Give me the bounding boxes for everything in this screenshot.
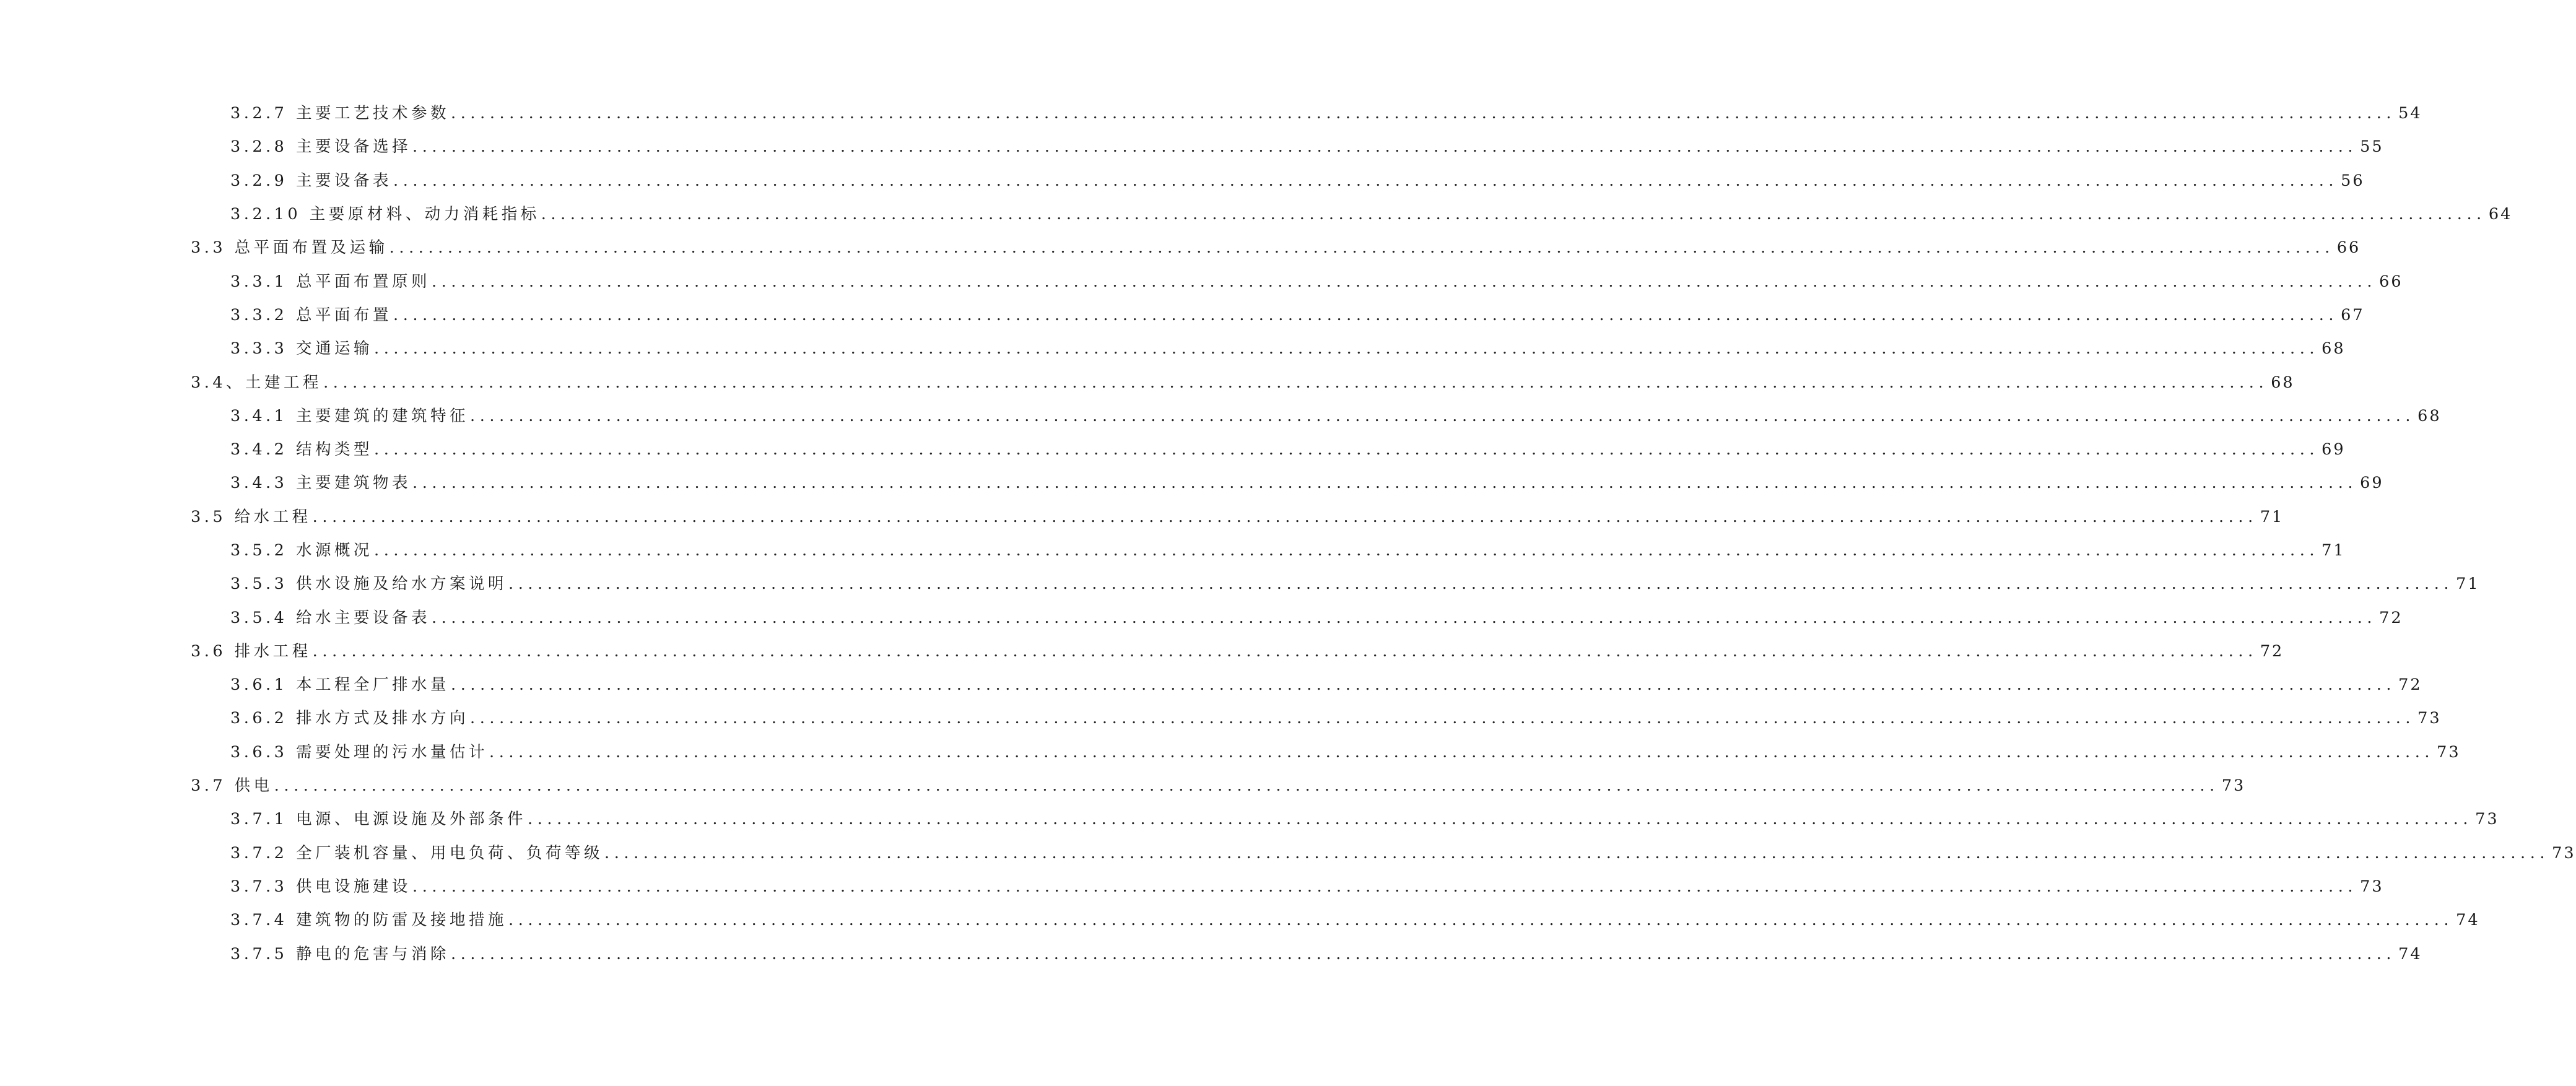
toc-entry-title: 3.6 排水工程 — [191, 641, 311, 661]
toc-entry-title: 3.7.1 电源、电源设施及外部条件 — [230, 810, 526, 829]
toc-dot-leader: ........................................................................................................................................................................................................ — [374, 541, 2320, 560]
toc-entry-page-number: 64 — [2488, 205, 2513, 224]
toc-entry[interactable] — [0, 500, 2284, 534]
toc-dot-leader: ........................................................................................................................................................................................................ — [541, 205, 2486, 224]
toc-entry[interactable] — [0, 870, 2384, 903]
toc-dot-leader: ........................................................................................................................................................................................................ — [508, 911, 2454, 930]
toc-entry-page-number: 73 — [2221, 776, 2246, 796]
toc-dot-leader: ........................................................................................................................................................................................................ — [451, 104, 2396, 123]
toc-entry-title: 3.5.2 水源概况 — [230, 541, 373, 560]
toc-entry[interactable] — [0, 635, 2284, 668]
toc-entry[interactable] — [0, 264, 2403, 298]
toc-entry-title: 3.3.2 总平面布置 — [230, 305, 392, 324]
toc-dot-leader: ........................................................................................................................................................................................................ — [412, 877, 2358, 896]
toc-entry-page-number: 69 — [2321, 440, 2346, 459]
toc-entry-page-number: 67 — [2341, 305, 2365, 324]
toc-entry-page-number: 68 — [2321, 339, 2346, 358]
toc-entry-page-number: 73 — [2552, 843, 2576, 862]
toc-entry-title: 3.4.3 主要建筑物表 — [230, 474, 411, 493]
toc-entry-page-number: 68 — [2417, 406, 2442, 425]
toc-entry-page-number: 55 — [2360, 137, 2384, 157]
toc-entry[interactable] — [0, 298, 2365, 332]
toc-dot-leader: ........................................................................................................................................................................................................ — [412, 474, 2358, 493]
toc-dot-leader: ........................................................................................................................................................................................................ — [451, 944, 2396, 963]
toc-dot-leader: ........................................................................................................................................................................................................ — [432, 608, 2377, 627]
toc-dot-leader: ........................................................................................................................................................................................................ — [432, 272, 2377, 291]
toc-entry[interactable] — [0, 937, 2422, 970]
toc-entry[interactable] — [0, 164, 2365, 198]
toc-entry-page-number: 74 — [2398, 944, 2422, 963]
toc-entry-title: 3.2.9 主要设备表 — [230, 171, 392, 190]
toc-dot-leader: ........................................................................................................................................................................................................ — [274, 776, 2219, 796]
toc-entry-title: 3.6.3 需要处理的污水量估计 — [230, 742, 488, 762]
toc-entry-page-number: 72 — [2398, 675, 2422, 695]
toc-entry-title: 3.3.1 总平面布置原则 — [230, 272, 430, 291]
toc-dot-leader: ........................................................................................................................................................................................................ — [528, 810, 2473, 829]
toc-dot-leader: ........................................................................................................................................................................................................ — [451, 675, 2396, 695]
toc-dot-leader: ........................................................................................................................................................................................................ — [374, 440, 2320, 459]
toc-dot-leader: ........................................................................................................................................................................................................ — [393, 171, 2339, 190]
toc-entry-page-number: 71 — [2456, 575, 2480, 594]
toc-entry[interactable] — [0, 836, 2576, 870]
toc-dot-leader: ........................................................................................................................................................................................................ — [389, 238, 2334, 258]
toc-entry-title: 3.3.3 交通运输 — [230, 339, 373, 358]
toc-entry-title: 3.6.1 本工程全厂排水量 — [230, 675, 450, 695]
toc-entry[interactable] — [0, 466, 2384, 500]
toc-entry-title: 3.2.10 主要原材料、动力消耗指标 — [230, 205, 540, 224]
toc-dot-leader: ........................................................................................................................................................................................................ — [470, 406, 2416, 425]
toc-entry-page-number: 73 — [2417, 709, 2442, 728]
toc-entry-page-number: 66 — [2379, 272, 2403, 291]
toc-dot-leader: ........................................................................................................................................................................................................ — [323, 373, 2269, 392]
toc-entry-title: 3.4.2 结构类型 — [230, 440, 373, 459]
toc-entry[interactable] — [0, 903, 2480, 937]
toc-entry-page-number: 66 — [2336, 238, 2361, 258]
toc-entry-title: 3.7 供电 — [191, 776, 273, 796]
toc-entry-title: 3.7.2 全厂装机容量、用电负荷、负荷等级 — [230, 843, 603, 862]
toc-entry-page-number: 72 — [2260, 641, 2284, 661]
toc-entry-title: 3.3 总平面布置及运输 — [191, 238, 388, 258]
toc-entry[interactable] — [0, 231, 2361, 264]
toc-entry[interactable] — [0, 567, 2480, 601]
toc-entry[interactable] — [0, 668, 2422, 702]
toc-entry-page-number: 54 — [2398, 104, 2422, 123]
toc-dot-leader: ........................................................................................................................................................................................................ — [312, 641, 2258, 661]
toc-entry[interactable] — [0, 399, 2442, 433]
toc-entry[interactable] — [0, 365, 2295, 399]
toc-entry-page-number: 71 — [2321, 541, 2346, 560]
toc-entry[interactable] — [0, 534, 2346, 567]
toc-entry[interactable] — [0, 601, 2403, 634]
toc-entry-title: 3.5.4 给水主要设备表 — [230, 608, 430, 627]
toc-entry[interactable] — [0, 702, 2442, 735]
toc-entry[interactable] — [0, 769, 2246, 802]
toc-entry-page-number: 68 — [2271, 373, 2295, 392]
toc-entry-page-number: 74 — [2456, 911, 2480, 930]
toc-entry-page-number: 73 — [2437, 742, 2461, 762]
toc-entry-title: 3.6.2 排水方式及排水方向 — [230, 709, 469, 728]
toc-dot-leader: ........................................................................................................................................................................................................ — [412, 137, 2358, 157]
table-of-contents — [0, 97, 2576, 971]
toc-entry[interactable] — [0, 130, 2384, 163]
toc-entry-page-number: 73 — [2475, 810, 2499, 829]
toc-dot-leader: ........................................................................................................................................................................................................ — [374, 339, 2320, 358]
toc-entry-title: 3.4.1 主要建筑的建筑特征 — [230, 406, 469, 425]
toc-entry-title: 3.2.8 主要设备选择 — [230, 137, 411, 157]
toc-entry[interactable] — [0, 433, 2346, 466]
toc-dot-leader: ........................................................................................................................................................................................................ — [604, 843, 2550, 862]
toc-entry-title: 3.7.5 静电的危害与消除 — [230, 944, 450, 963]
toc-entry-page-number: 56 — [2341, 171, 2365, 190]
toc-entry-page-number: 69 — [2360, 474, 2384, 493]
toc-entry[interactable] — [0, 332, 2346, 365]
toc-dot-leader: ........................................................................................................................................................................................................ — [470, 709, 2416, 728]
toc-entry[interactable] — [0, 97, 2422, 130]
toc-dot-leader: ........................................................................................................................................................................................................ — [312, 507, 2258, 526]
toc-entry-page-number: 73 — [2360, 877, 2384, 896]
toc-entry[interactable] — [0, 198, 2513, 231]
toc-entry-page-number: 71 — [2260, 507, 2284, 526]
toc-entry-title: 3.7.3 供电设施建设 — [230, 877, 411, 896]
toc-dot-leader: ........................................................................................................................................................................................................ — [508, 575, 2454, 594]
toc-entry-title: 3.4、土建工程 — [191, 373, 323, 392]
toc-entry-title: 3.5 给水工程 — [191, 507, 311, 526]
toc-entry[interactable] — [0, 802, 2499, 836]
toc-entry[interactable] — [0, 736, 2461, 769]
toc-dot-leader: ........................................................................................................................................................................................................ — [393, 305, 2339, 324]
toc-entry-title: 3.7.4 建筑物的防雷及接地措施 — [230, 911, 507, 930]
toc-entry-title: 3.5.3 供水设施及给水方案说明 — [230, 575, 507, 594]
toc-entry-title: 3.2.7 主要工艺技术参数 — [230, 104, 450, 123]
toc-entry-page-number: 72 — [2379, 608, 2403, 627]
toc-dot-leader: ........................................................................................................................................................................................................ — [489, 742, 2435, 762]
